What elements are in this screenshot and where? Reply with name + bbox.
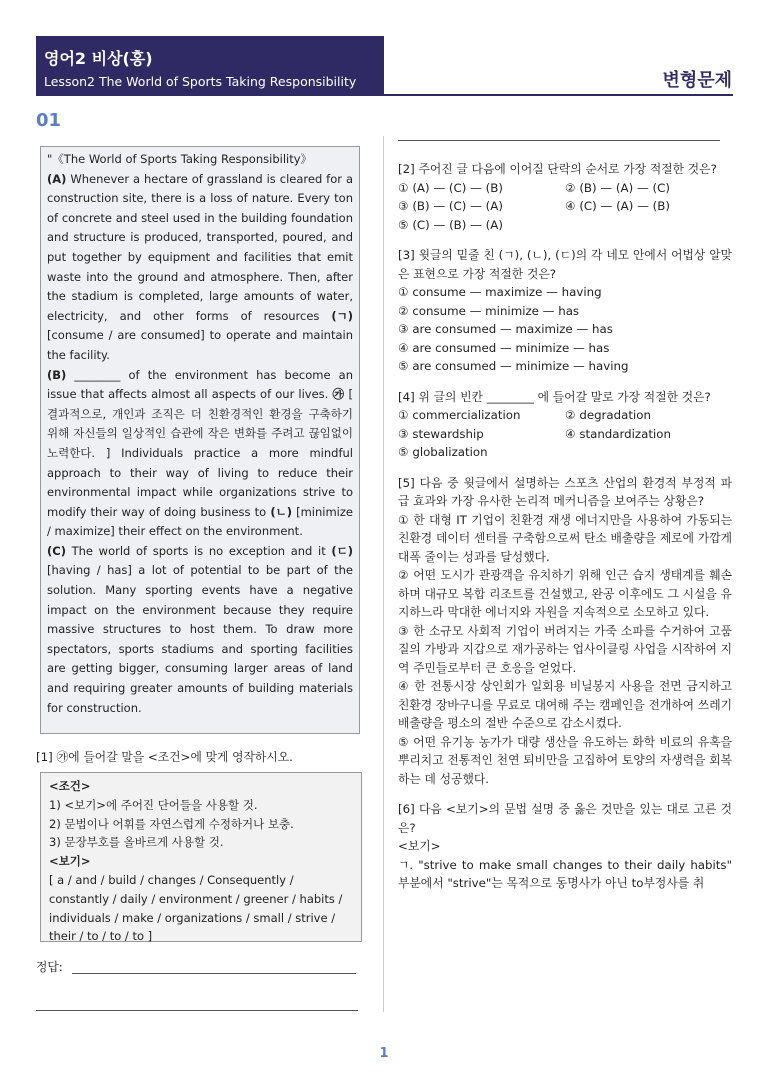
marker-d: (ㄷ) <box>331 543 353 558</box>
condition-2: 2) 문법이나 어휘를 자연스럽게 수정하거나 보충. <box>49 816 294 831</box>
paragraph-c-text2: [having / has] a lot of potential to be part of the solution. Many sporting events have a negative impact on the environment because they require massive structures to host them. To draw more spectators, sports stadiums and sporting facilities are getting bigger, consuming larger areas of land and requiring greater amounts of building materials for construction. <box>47 563 353 715</box>
header-title: 영어2 비상(홍) <box>44 49 153 68</box>
paragraph-b-text3: [minimize / maximize] their effect on the environment. <box>47 504 353 539</box>
bogi-line-1: [ a / and / build / changes / Consequently / <box>49 872 294 887</box>
q3-option-5[interactable]: ⑤ are consumed — minimize — having <box>398 359 629 373</box>
q5-option-4[interactable]: ④ 한 전통시장 상인회가 일회용 비닐봉지 사용을 전면 금지하고 친환경 장바구니를 무료로 대여해 주는 캠페인을 전개하여 쓰레기 배출량을 평소의 절반 수준으로 감소시켰다. <box>398 679 732 730</box>
right-top-rule <box>398 140 720 141</box>
answer-label: 정답: <box>36 960 63 974</box>
header-right-label: 변형문제 <box>662 70 732 91</box>
question-4-text: [4] 위 글의 빈칸 ________ 에 들어갈 말로 가장 적절한 것은? <box>398 389 711 404</box>
question-3 <box>398 246 732 376</box>
paragraph-a-text2: [consume / are consumed] to operate and maintain the facility. <box>47 328 353 362</box>
q4-option-4[interactable]: ④ standardization <box>565 426 671 441</box>
bogi-line-3: individuals / make / organizations / small / strive / <box>49 910 336 925</box>
condition-3: 3) 문장부호를 올바르게 사용할 것. <box>49 835 224 850</box>
marker-n: (ㄴ) <box>270 504 292 519</box>
q5-option-2[interactable]: ② 어떤 도시가 관광객을 유치하기 위해 인근 습지 생태계를 훼손하며 대규모 복합 리조트를 건설했고, 완공 이후에도 그 시설을 유지하느라 막대한 에너지와 자원을 지속적으로 소모하고 있다. <box>398 568 732 619</box>
q4-option-1[interactable]: ① commercialization <box>398 408 521 422</box>
paragraph-b-text1: ________ of the environment has become an issue that affects almost all aspects of our lives. <box>47 367 353 402</box>
page-number: 1 <box>379 1046 389 1061</box>
bogi-title: <보기> <box>49 854 91 869</box>
marker-c: (C) <box>47 543 66 558</box>
question-2 <box>398 160 732 234</box>
header-subtitle: Lesson2 The World of Sports Taking Responsibility <box>44 74 357 89</box>
q4-option-2[interactable]: ② degradation <box>565 408 651 422</box>
question-3-text: [3] 윗글의 밑줄 친 (ㄱ), (ㄴ), (ㄷ)의 각 네모 안에서 어법상 알맞은 표현으로 가장 적절한 것은? <box>398 248 732 281</box>
question-1: [1] ㉮에 들어갈 말을 <조건>에 맞게 영작하시오. <box>36 750 293 764</box>
question-2-text: [2] 주어진 글 다음에 이어질 단락의 순서로 가장 적절한 것은? <box>398 162 717 176</box>
marker-g: (ㄱ) <box>331 308 353 323</box>
q4-option-5[interactable]: ⑤ globalization <box>398 445 488 459</box>
answer-line[interactable] <box>72 973 356 974</box>
q4-option-3[interactable]: ③ stewardship <box>398 426 484 441</box>
header-rule <box>36 94 733 96</box>
condition-1: 1) <보기>에 주어진 단어들을 사용할 것. <box>49 797 258 812</box>
q6-bogi-title: <보기> <box>398 839 441 853</box>
bogi-line-4: their / to / to / to ] <box>49 929 153 944</box>
q2-option-1[interactable]: ① (A) — (C) — (B) <box>398 180 503 195</box>
question-4 <box>398 388 732 462</box>
answer-line-2[interactable] <box>36 1010 358 1011</box>
q2-option-5[interactable]: ⑤ (C) — (B) — (A) <box>398 217 503 232</box>
q3-option-2[interactable]: ② consume — minimize — has <box>398 303 580 318</box>
question-5-text: [5] 다음 중 윗글에서 설명하는 스포츠 산업의 환경적 부정적 파급 효과와 가장 유사한 논리적 메커니즘을 보여주는 상황은? <box>398 475 732 508</box>
q3-option-1[interactable]: ① consume — maximize — having <box>398 285 602 299</box>
marker-a: (A) <box>47 171 67 186</box>
condition-box <box>40 772 362 942</box>
q5-option-3[interactable]: ③ 한 소규모 사회적 기업이 버려지는 가죽 소파를 수거하여 고품질의 가방과 지갑으로 재가공하는 업사이클링 사업을 시작하여 지역 주민들로부터 큰 호응을 얻었다. <box>398 623 732 675</box>
condition-title: <조건> <box>49 779 91 793</box>
bogi-line-2: constantly / daily / environment / greener / habits / <box>49 891 343 906</box>
paragraph-a <box>47 170 353 366</box>
paragraph-b <box>47 366 353 542</box>
q3-option-4[interactable]: ④ are consumed — minimize — has <box>398 340 610 355</box>
q2-option-2[interactable]: ② (B) — (A) — (C) <box>565 180 670 195</box>
passage-box <box>40 146 360 734</box>
question-6 <box>398 800 732 893</box>
right-column <box>398 160 732 905</box>
q5-option-5[interactable]: ⑤ 어떤 유기농 농가가 대량 생산을 유도하는 화학 비료의 유혹을 뿌리치고 전통적인 천연 퇴비만을 고집하여 토양의 자생력을 회복하는 데 성공했다. <box>398 734 732 786</box>
q2-option-4[interactable]: ④ (C) — (A) — (B) <box>565 199 670 213</box>
q6-item-g: ㄱ. "strive to make small changes to their daily habits" 부분에서 "strive"는 목적으로 동명사가 아닌 to부정사를 취 <box>398 857 732 890</box>
question-6-text: [6] 다음 <보기>의 문법 설명 중 옳은 것만을 있는 대로 고른 것은? <box>398 802 732 835</box>
paragraph-c-text1: The world of sports is no exception and it <box>65 543 332 558</box>
marker-ga: ㉮ <box>332 387 345 402</box>
passage-title: "《The World of Sports Taking Responsibility》 <box>47 152 313 166</box>
paragraph-b-text2: [ 결과적으로, 개인과 조직은 더 친환경적인 환경을 구축하기 위해 자신들의 일상적인 습관에 작은 변화를 주려고 끊임없이 노력한다. ] Individuals practice a more mindful approach to their way of living to reduce their environmental impact while organizations strive to modify their way of doing business to <box>47 387 354 519</box>
q3-option-3[interactable]: ③ are consumed — maximize — has <box>398 322 613 336</box>
question-number: 01 <box>36 110 62 131</box>
marker-b: (B) <box>47 367 67 382</box>
header-banner <box>36 36 384 94</box>
column-divider <box>383 136 384 1012</box>
q5-option-1[interactable]: ① 한 대형 IT 기업이 친환경 재생 에너지만을 사용하여 가동되는 친환경 데이터 센터를 구축함으로써 탄소 배출량을 제로에 가깝게 대폭 줄이는 성과를 달성했다. <box>398 512 732 564</box>
q2-option-3[interactable]: ③ (B) — (C) — (A) <box>398 199 503 213</box>
paragraph-a-text1: Whenever a hectare of grassland is cleared for a construction site, there is a loss of nature. Every ton of concrete and steel used in the building foundation and structure is produced, transported, poured, and put together by equipment and facilities that emit waste into the ground and atmosphere. Then, after the stadium is completed, large amounts of water, electricity, and other forms of resources <box>47 171 353 323</box>
paragraph-c <box>47 542 353 718</box>
question-5 <box>398 474 732 789</box>
